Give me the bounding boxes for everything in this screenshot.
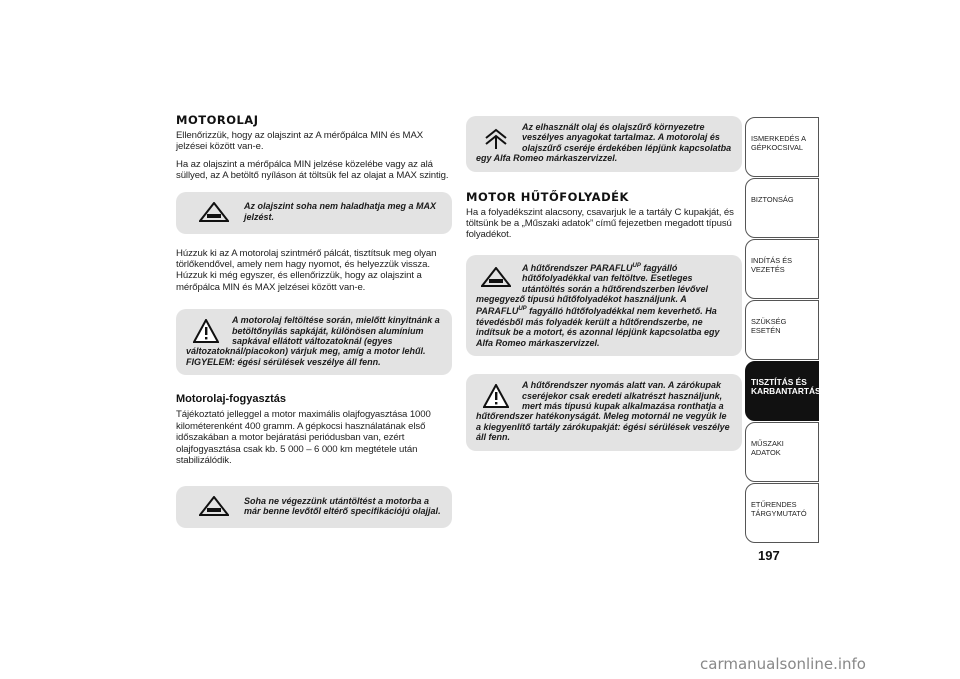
warning-icon [186, 317, 226, 345]
section-heading-hutofolyadek: MOTOR HŰTŐFOLYADÉK [466, 189, 629, 204]
engine-caution-icon [194, 198, 234, 226]
tab-targymutato[interactable]: ETŰRENDES TÁRGYMUTATÓ [745, 483, 819, 543]
engine-caution-icon [476, 263, 516, 291]
section-heading-motorolaj: MOTOROLAJ [176, 113, 259, 127]
environment-text: Az elhasznált olaj és olajszűrő környezetre veszélyes anyagokat tartalmaz. A motorolaj és olajszűrő cseréje érdekében lépjünk kapcsolatba egy Alfa Romeo márkaszervizzel. [476, 122, 732, 164]
paragraph: Ha a folyadékszint alacsony, csavarjuk le a tartály C kupakját, és töltsünk be a „Műszaki adatok” című fejezetben megadott típusú folyadékot. [466, 206, 734, 241]
warning-text: A motorolaj feltöltése során, mielőtt kinyitnánk a betöltőnyílás sapkáját, különösen alumínium sapkával ellátott változatoknál (egyes változatoknál/piacokon) várjuk meg, amíg a motor lehűl. FIGYELEM: égési sérülések veszélye áll fenn. [186, 315, 440, 367]
middle-column [466, 116, 742, 461]
caution-note [176, 192, 452, 234]
caution-text: Az olajszint soha nem haladhatja meg a MAX jelzést. [244, 201, 437, 222]
warning-note [466, 374, 742, 450]
tab-biztonsag[interactable]: BIZTONSÁG [745, 178, 819, 238]
paragraph: Tájékoztató jelleggel a motor maximális olajfogyasztása 1000 kilométerenként 400 gramm. A gépkocsi használatának első időszakában a motor bejáratási periódusban van, ezért olajfogyasztása csak kb. 5 000 – 6 000 km megtétele után stabilizálódik. [176, 409, 431, 466]
page-number: 197 [758, 548, 780, 563]
caution-note [176, 486, 452, 528]
watermark: carmanualsonline.info [700, 655, 866, 673]
tab-tisztitas[interactable]: TISZTÍTÁS ÉS KARBANTARTÁS [745, 361, 819, 421]
tab-inditas[interactable]: INDÍTÁS ÉS VEZETÉS [745, 239, 819, 299]
warning-icon [476, 382, 516, 410]
caution-text: A hűtőrendszer $PARAFLU^{UP}$ fagyálló hűtőfolyadékkal van feltöltve. Esetleges utántöltés során a hűtőrendszerben lévővel megegyező típusú hűtőfolyadékot használjunk. A $PARAFLU^{UP}$ fagyálló hűtőfolyadékkal nem keverhető. Ha tévedésből más folyadék került a hűtőrendszerbe, ne indítsuk be a motort, és azonnal lépjünk kapcsolatba egy Alfa Romeo márkaszervizzel. [476, 262, 720, 348]
left-column [176, 113, 452, 538]
chapter-tabs [745, 117, 819, 544]
caution-note [466, 255, 742, 356]
tab-muszaki[interactable]: MŰSZAKI ADATOK [745, 422, 819, 482]
subheading-olaj-fogyasztas: Motorolaj-fogyasztás [176, 393, 287, 406]
paragraph: Húzzuk ki az A motorolaj szintmérő pálcát, tisztítsuk meg olyan törlőkendővel, amely nem hagy nyomot, és helyezzük vissza. Húzzuk ki még egyszer, és ellenőrizzük, hogy az olajszint a mérőpálca MIN és MAX jelzései között van-e. [176, 247, 437, 293]
environment-note [466, 116, 742, 172]
paragraph: Ellenőrizzük, hogy az olajszint az A mérőpálca MIN és MAX jelzései között van-e. [176, 130, 424, 153]
tab-szukseg[interactable]: SZÜKSÉG ESETÉN [745, 300, 819, 360]
engine-caution-icon [194, 492, 234, 520]
recycle-icon [476, 124, 516, 152]
caution-text: Soha ne végezzünk utántöltést a motorba a már benne levőtől eltérő specifikációjú olajjal. [244, 495, 441, 517]
tab-ismerkedes[interactable]: ISMERKEDÉS A GÉPKOCSIVAL [745, 117, 819, 177]
warning-text: A hűtőrendszer nyomás alatt van. A zárókupak cseréjekor csak eredeti alkatrészt használjunk, mert más típusú kupak alkalmazása ronthatja a hűtőrendszer hatékonyságát. Meleg motornál ne vegyük le a kiegyenlítő tartály zárókupakját: égési sérülések veszélye áll fenn. [476, 380, 730, 443]
paragraph: Ha az olajszint a mérőpálca MIN jelzése közelébe vagy az alá süllyed, az A betöltő nyíláson át töltsük fel az olajat a MAX szintig. [176, 158, 449, 182]
warning-note [176, 309, 452, 375]
